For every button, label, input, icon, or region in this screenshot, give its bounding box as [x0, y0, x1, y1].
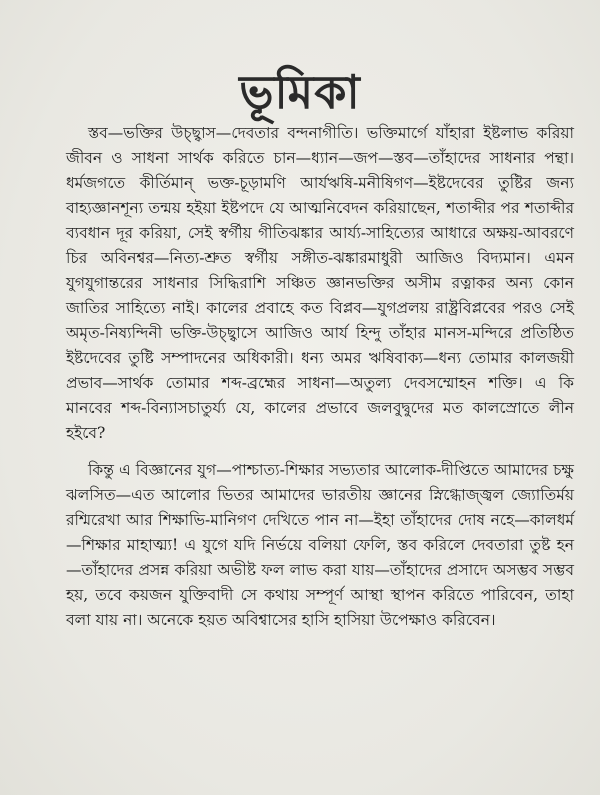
paragraph-1: স্তব—ভক্তির উচ্ছ্বাস—দেবতার বন্দনাগীতি। ভক্তিমার্গে যাঁহারা ইষ্টলাভ করিয়া জীবন ও সাধনা সার্থক করিতে চান—ধ্যান—জপ—স্তব—তাঁহাদের সাধনার পন্থা। ধর্মজগতে কীর্তিমান্ ভক্ত-চূড়ামণি আর্যঋষি-মনীষিগণ—ইষ্টদেবের তুষ্টির জন্য বাহ্যজ্ঞানশূন্য তন্ময় হইয়া ইষ্টপদে যে আত্মনিবেদন করিয়াছেন, শতাব্দীর পর শতাব্দীর ব্যবধান দূর করিয়া, সেই স্বর্গীয় গীতিঝঙ্কার আর্য্য-সাহিত্যের আধারে অক্ষয়-আবরণে চির অবিনশ্বর—নিত্য-শ্রুত স্বর্গীয় সঙ্গীত-ঝঙ্কারমাধুরী আজিও বিদ্যমান। এমন যুগযুগান্তরের সাধনার সিদ্ধিরাশি সঞ্চিত জ্ঞানভক্তির অসীম রত্নাকর অন্য কোন জাতির সাহিত্যে নাই। কালের প্রবাহে কত বিপ্লব—যুগপ্রলয় রাষ্ট্রবিপ্লবের পরও সেই অমৃত-নিষ্যন্দিনী ভক্তি-উচ্ছ্বাসে আজিও আর্য হিন্দু তাঁহার মানস-মন্দিরে প্রতিষ্ঠিত ইষ্টদেবের তুষ্টি সম্পাদনের অধিকারী। ধন্য অমর ঋষিবাক্য—ধন্য তোমার কালজয়ী প্রভাব—সার্থক তোমার শব্দ-ব্রহ্মের সাধনা—অতুল্য দেবসম্মোহন শক্তি। এ কি মানবের শব্দ-বিন্যাসচাতুর্য্য যে, কালের প্রভাবে জলবুদ্বুদের মত কালস্রোতে লীন হইবে? [66, 124, 574, 442]
page-title: ভূমিকা [239, 65, 361, 119]
body-text [66, 121, 574, 633]
paragraph-2: কিন্তু এ বিজ্ঞানের যুগ—পাশ্চাত্য-শিক্ষার সভ্যতার আলোক-দীপ্তিতে আমাদের চক্ষু ঝলসিত—এত আলোর ভিতর আমাদের ভারতীয় জ্ঞানের স্নিগ্ধোজ্জ্বল জ্যোতির্ময় রশ্মিরেখা আর শিক্ষাভি-মানিগণ দেখিতে পান না—ইহা তাঁহাদের দোষ নহে—কালধর্ম—শিক্ষার মাহাত্ম্য! এ যুগে যদি নির্ভয়ে বলিয়া ফেলি, স্তব করিলে দেবতারা তুষ্ট হন—তাঁহাদের প্রসন্ন করিয়া অভীষ্ট ফল লাভ করা যায়—তাঁহাদের প্রসাদে অসম্ভব সম্ভব হয়, তবে কয়জন যুক্তিবাদী সে কথায় সম্পূর্ণ আস্থা স্থাপন করিতে পারিবেন, তাহা বলা যায় না। অনেকে হয়ত অবিশ্বাসের হাসি হাসিয়া উপেক্ষাও করিবেন। [66, 461, 574, 629]
